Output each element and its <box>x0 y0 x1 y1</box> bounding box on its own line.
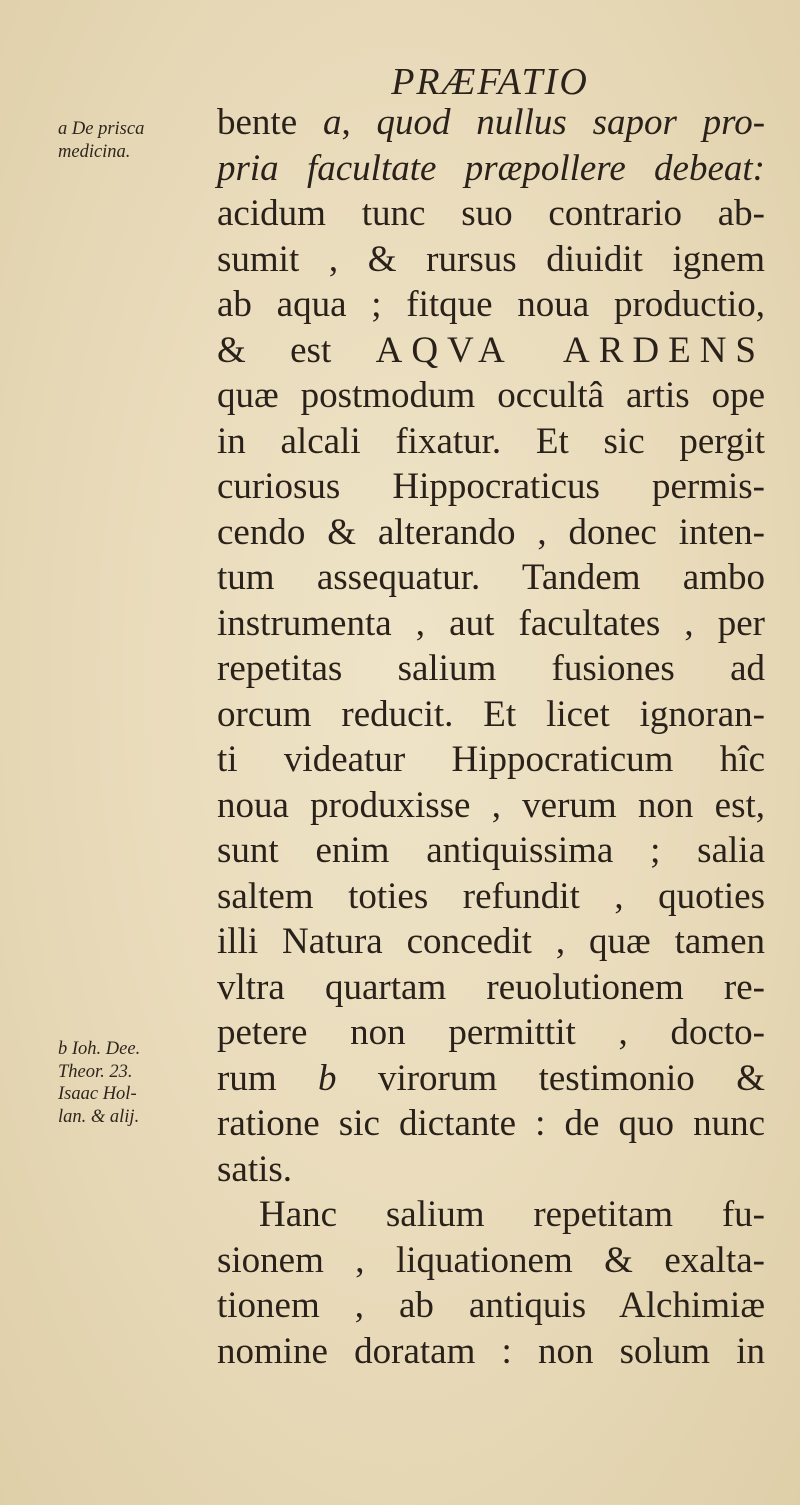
text-line: sionem , liquationem & exalta- <box>217 1239 765 1281</box>
aqua-ardens: AQVA ARDENS <box>375 329 765 371</box>
text-line: repetitas salium fusiones ad <box>217 648 765 689</box>
margin-note-b <box>58 1038 208 1128</box>
text-line: & est AQVA ARDENS <box>217 329 765 371</box>
note-ref-a: a <box>322 102 342 143</box>
text-line: Hanc salium repetitam fu- <box>259 1194 765 1235</box>
text-line: orcum reducit. Et licet ignoran- <box>217 693 765 735</box>
text-line: tionem , ab antiquis Alchimiæ <box>217 1285 765 1326</box>
text-line: satis. <box>217 1148 293 1190</box>
text-line: acidum tunc suo contrario ab- <box>217 193 765 234</box>
text-line: curiosus Hippocraticus permis- <box>217 466 765 507</box>
margin-note-line: medicina. <box>58 141 131 162</box>
text-line: ratione sic dictante : de quo nunc <box>217 1103 765 1144</box>
margin-note-line: lan. & alij. <box>58 1106 140 1127</box>
text-line: nomine doratam : non solum in <box>217 1330 765 1372</box>
note-ref-b: b <box>318 1057 337 1099</box>
margin-note-line: Theor. 23. <box>58 1061 133 1082</box>
text-line: bente a, quod nullus sapor pro- <box>217 102 766 143</box>
text-line: sumit , & rursus diuidit ignem <box>217 238 765 280</box>
running-head: PRÆFATIO <box>391 61 589 103</box>
text-line: ab aqua ; fitque noua productio, <box>217 284 765 325</box>
text-line: pria facultate præpollere debeat: <box>217 147 765 189</box>
text-line: in alcali fixatur. Et sic pergit <box>217 420 765 462</box>
margin-note-line: Isaac Hol- <box>58 1084 137 1104</box>
text-line: tum assequatur. Tandem ambo <box>217 557 765 598</box>
margin-note-line: b Ioh. Dee. <box>58 1039 141 1059</box>
text-line: instrumenta , aut facultates , per <box>217 602 765 644</box>
text-line: noua produxisse , verum non est, <box>217 784 765 826</box>
text-line: saltem toties refundit , quoties <box>217 875 765 917</box>
margin-note-line: a De prisca <box>58 119 145 139</box>
text-line: ti videatur Hippocraticum hîc <box>217 739 765 780</box>
text-line: sunt enim antiquissima ; salia <box>217 830 765 871</box>
text-line: quæ postmodum occultâ artis ope <box>217 375 765 416</box>
margin-note-a <box>58 118 208 163</box>
text-line: vltra quartam reuolutionem re- <box>217 966 765 1008</box>
text-line: illi Natura concedit , quæ tamen <box>217 921 765 962</box>
text-line: petere non permittit , docto- <box>217 1012 765 1053</box>
text-line: cendo & alterando , donec inten- <box>217 511 765 553</box>
body-text <box>217 100 765 1374</box>
text-line: rum b virorum testimonio & <box>217 1057 765 1099</box>
